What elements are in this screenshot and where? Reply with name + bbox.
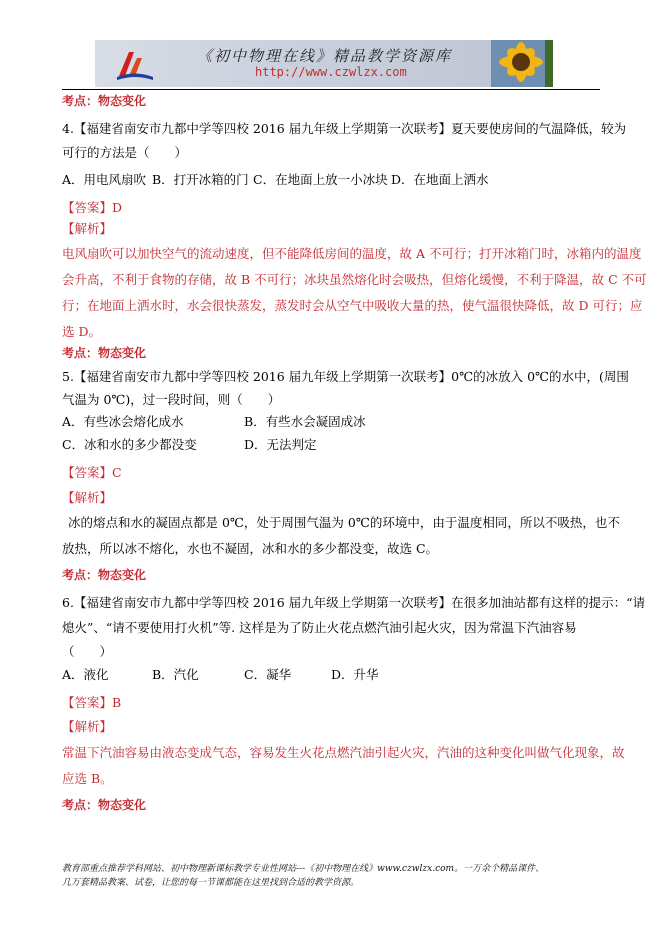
q5-option-b: B．有些水会凝固成冰 — [244, 414, 366, 429]
sunflower-icon — [491, 40, 553, 87]
q5-analysis-line2: 放热，所以冰不熔化，水也不凝固，冰和水的多少都没变，故选 C。 — [62, 541, 439, 556]
q4-stem-line1: 4.【福建省南安市九都中学等四校 2016 届九年级上学期第一次联考】夏天要使房间的气温降低，较为 — [62, 121, 627, 136]
q4-stem-line2: 可行的方法是（ ） — [62, 145, 188, 160]
q6-option-c: C．凝华 — [244, 667, 292, 682]
q5-option-c: C．冰和水的多少都没变 — [62, 437, 197, 452]
q6-analysis-label: 【解析】 — [62, 719, 113, 734]
q4-kaodian: 考点：物态变化 — [62, 346, 147, 360]
banner-title: 《初中物理在线》精品教学资源库 — [197, 47, 453, 65]
footer-line2: 几万套精品教案、试卷，让您的每一节课都能在这里找到合适的教学资源。 — [62, 878, 360, 888]
banner-url[interactable]: http://www.czwlzx.com — [255, 65, 407, 79]
site-logo-icon — [115, 46, 155, 82]
q4-option-b: B．打开冰箱的门 — [152, 172, 249, 187]
q6-answer: 【答案】B — [62, 695, 122, 710]
q4-analysis-line4: 选 D。 — [62, 324, 101, 339]
q5-analysis-label: 【解析】 — [62, 490, 113, 505]
q5-analysis-line1: 冰的熔点和水的凝固点都是 0℃，处于周围气温为 0℃的环境中，由于温度相同，所以不吸热，也不 — [68, 515, 620, 530]
q6-stem-line2: 熄火”、“请不要使用打火机”等. 这样是为了防止火花点燃汽油引起火灾，因为常温下汽油容易 — [62, 620, 577, 635]
q5-kaodian: 考点：物态变化 — [62, 568, 147, 582]
q6-stem-line3: （ ） — [62, 644, 113, 659]
q4-analysis-line3: 行；在地面上洒水时，水会很快蒸发，蒸发时会从空气中吸收大量的热，使气温很快降低，故 D 可行；应 — [62, 298, 643, 313]
q6-option-b: B．汽化 — [152, 667, 199, 682]
header-banner — [95, 40, 553, 87]
footer-line1: 教育部重点推荐学科网站、初中物理新课标教学专业性网站---《初中物理在线》www.czwlzx.com。一万余个精品课件、 — [62, 864, 545, 874]
q4-analysis-label: 【解析】 — [62, 221, 113, 236]
q5-option-d: D．无法判定 — [244, 437, 317, 452]
q5-stem-line2: 气温为 0℃)，过一段时间，则（ ） — [62, 392, 281, 407]
q5-stem-line1: 5.【福建省南安市九都中学等四校 2016 届九年级上学期第一次联考】0℃的冰放入 0℃的水中，(周围 — [62, 369, 629, 384]
kaodian-top: 考点：物态变化 — [62, 94, 147, 108]
q4-option-c: C．在地面上放一小冰块 — [253, 172, 388, 187]
q6-analysis-line1: 常温下汽油容易由液态变成气态，容易发生火花点燃汽油引起火灾，汽油的这种变化叫做气化现象，故 — [62, 745, 625, 760]
q4-answer: 【答案】D — [62, 200, 123, 215]
q4-analysis-line2: 会升高，不利于食物的存储，故 B 不可行；冰块虽然熔化时会吸热，但熔化缓慢，不利于降温，故 C 不可 — [62, 272, 647, 287]
header-divider — [62, 89, 600, 90]
q4-analysis-line1: 电风扇吹可以加快空气的流动速度，但不能降低房间的温度，故 A 不可行；打开冰箱门时，冰箱内的温度 — [62, 246, 642, 261]
q5-answer: 【答案】C — [62, 465, 122, 480]
q5-option-a: A．有些冰会熔化成水 — [62, 414, 184, 429]
q6-stem-line1: 6.【福建省南安市九都中学等四校 2016 届九年级上学期第一次联考】在很多加油站都有这样的提示：“请 — [62, 595, 646, 610]
q6-option-d: D．升华 — [331, 667, 379, 682]
q6-analysis-line2: 应选 B。 — [62, 771, 113, 786]
q4-option-a: A．用电风扇吹 — [62, 172, 147, 187]
q6-kaodian: 考点：物态变化 — [62, 798, 147, 812]
q4-option-d: D．在地面上洒水 — [391, 172, 489, 187]
q6-option-a: A．液化 — [62, 667, 109, 682]
